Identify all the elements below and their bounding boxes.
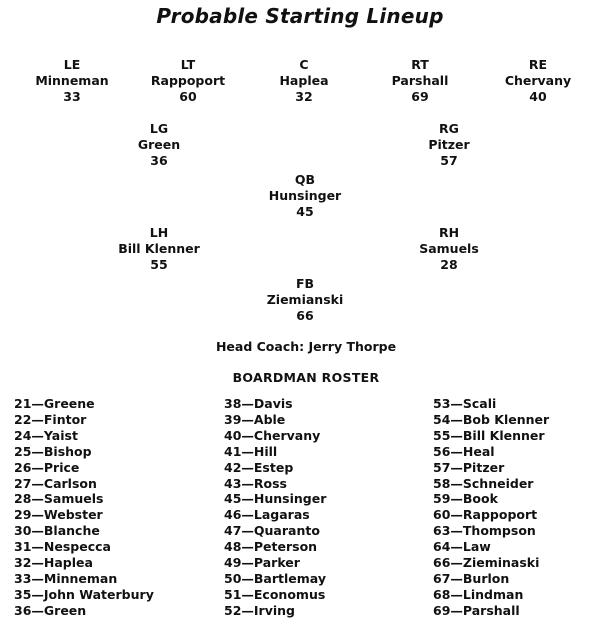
position-label: RH	[438, 225, 460, 240]
player-number: 40	[529, 89, 547, 104]
roster-column-2	[224, 396, 326, 619]
roster-entry: 67—Burlon	[433, 570, 510, 586]
player-number: 28	[440, 257, 458, 272]
roster-entry: 46—Lagaras	[224, 507, 310, 523]
player-number: 45	[296, 204, 314, 219]
roster-entry: 55—Bill Klenner	[433, 427, 545, 443]
roster-entry: 26—Price	[14, 459, 80, 475]
page-title: Probable Starting Lineup	[156, 4, 444, 28]
roster-entry: 27—Carlson	[14, 475, 97, 491]
roster-entry: 33—Minneman	[14, 570, 118, 586]
roster-entry: 43—Ross	[224, 475, 287, 491]
player-name: Haplea	[279, 73, 329, 88]
head-coach: Head Coach: Jerry Thorpe	[215, 339, 397, 354]
player-number: 69	[411, 89, 429, 104]
roster-entry: 47—Quaranto	[224, 523, 320, 539]
position-label: LG	[149, 121, 169, 136]
roster-entry: 54—Bob Klenner	[433, 411, 550, 427]
roster-entry: 24—Yaist	[14, 427, 78, 443]
player-number: 66	[296, 308, 314, 323]
position-label: RE	[528, 57, 548, 72]
roster-entry: 63—Thompson	[433, 523, 536, 539]
roster-column-1	[14, 396, 154, 619]
position-label: LH	[149, 225, 169, 240]
roster-entry: 66—Zieminaski	[433, 555, 540, 571]
player-name: Rappoport	[150, 73, 226, 88]
roster-entry: 40—Chervany	[224, 427, 321, 443]
player-name: Chervany	[504, 73, 572, 88]
roster-entry: 39—Able	[224, 411, 286, 427]
lineup-fullback	[235, 276, 375, 324]
player-name: Ziemianski	[266, 292, 344, 307]
lineup-left-guard	[89, 121, 229, 169]
player-number: 60	[179, 89, 197, 104]
player-name: Pitzer	[428, 137, 470, 152]
roster-entry: 36—Green	[14, 602, 87, 618]
roster-entry: 49—Parker	[224, 555, 300, 571]
player-number: 57	[440, 153, 458, 168]
roster-entry: 42—Estep	[224, 459, 294, 475]
lineup-left-half	[89, 225, 229, 273]
roster-entry: 50—Bartlemay	[224, 570, 326, 586]
player-name: Samuels	[419, 241, 479, 256]
player-name: Green	[137, 137, 181, 152]
roster-entry: 38—Davis	[224, 396, 293, 411]
position-label: C	[299, 57, 309, 72]
roster-column-3	[433, 396, 549, 619]
roster-entry: 35—John Waterbury	[14, 586, 154, 602]
roster-entry: 41—Hill	[224, 443, 278, 459]
roster-entry: 52—Irving	[224, 602, 295, 618]
roster-entry: 60—Rappoport	[433, 507, 538, 523]
roster-entry: 25—Bishop	[14, 443, 92, 459]
roster-entry: 69—Parshall	[433, 602, 520, 618]
roster-entry: 21—Greene	[14, 396, 95, 411]
position-label: RT	[411, 57, 429, 72]
lineup-right-guard	[379, 121, 519, 169]
roster-entry: 31—Nespecca	[14, 539, 111, 555]
lineup-right-half	[379, 225, 519, 273]
player-name: Bill Klenner	[118, 241, 200, 256]
roster-entry: 53—Scali	[433, 396, 497, 411]
player-number: 36	[150, 153, 168, 168]
player-name: Parshall	[391, 73, 449, 88]
position-label: LE	[63, 57, 81, 72]
roster-entry: 64—Law	[433, 539, 491, 555]
roster-entry: 22—Fintor	[14, 411, 87, 427]
roster-entry: 48—Peterson	[224, 539, 318, 555]
roster-entry: 32—Haplea	[14, 555, 93, 571]
roster-entry: 68—Lindman	[433, 586, 524, 602]
lineup-quarterback	[235, 172, 375, 220]
roster-entry: 28—Samuels	[14, 491, 104, 507]
roster-entry: 59—Book	[433, 491, 498, 507]
position-label: QB	[294, 172, 316, 187]
position-label: RG	[439, 121, 459, 136]
roster-entry: 29—Webster	[14, 507, 103, 523]
player-name: Hunsinger	[268, 188, 342, 203]
roster-entry: 57—Pitzer	[433, 459, 505, 475]
roster-title: BOARDMAN ROSTER	[232, 370, 380, 385]
player-name: Minneman	[35, 73, 109, 88]
roster-entry: 56—Heal	[433, 443, 495, 459]
roster-entry: 51—Economus	[224, 586, 326, 602]
roster-entry: 30—Blanche	[14, 523, 100, 539]
roster-entry: 45—Hunsinger	[224, 491, 327, 507]
roster-entry: 58—Schneider	[433, 475, 534, 491]
position-label: LT	[180, 57, 196, 72]
lineup-right-end	[468, 57, 600, 105]
player-number: 33	[63, 89, 81, 104]
position-label: FB	[295, 276, 315, 291]
player-number: 55	[150, 257, 168, 272]
player-number: 32	[295, 89, 313, 104]
